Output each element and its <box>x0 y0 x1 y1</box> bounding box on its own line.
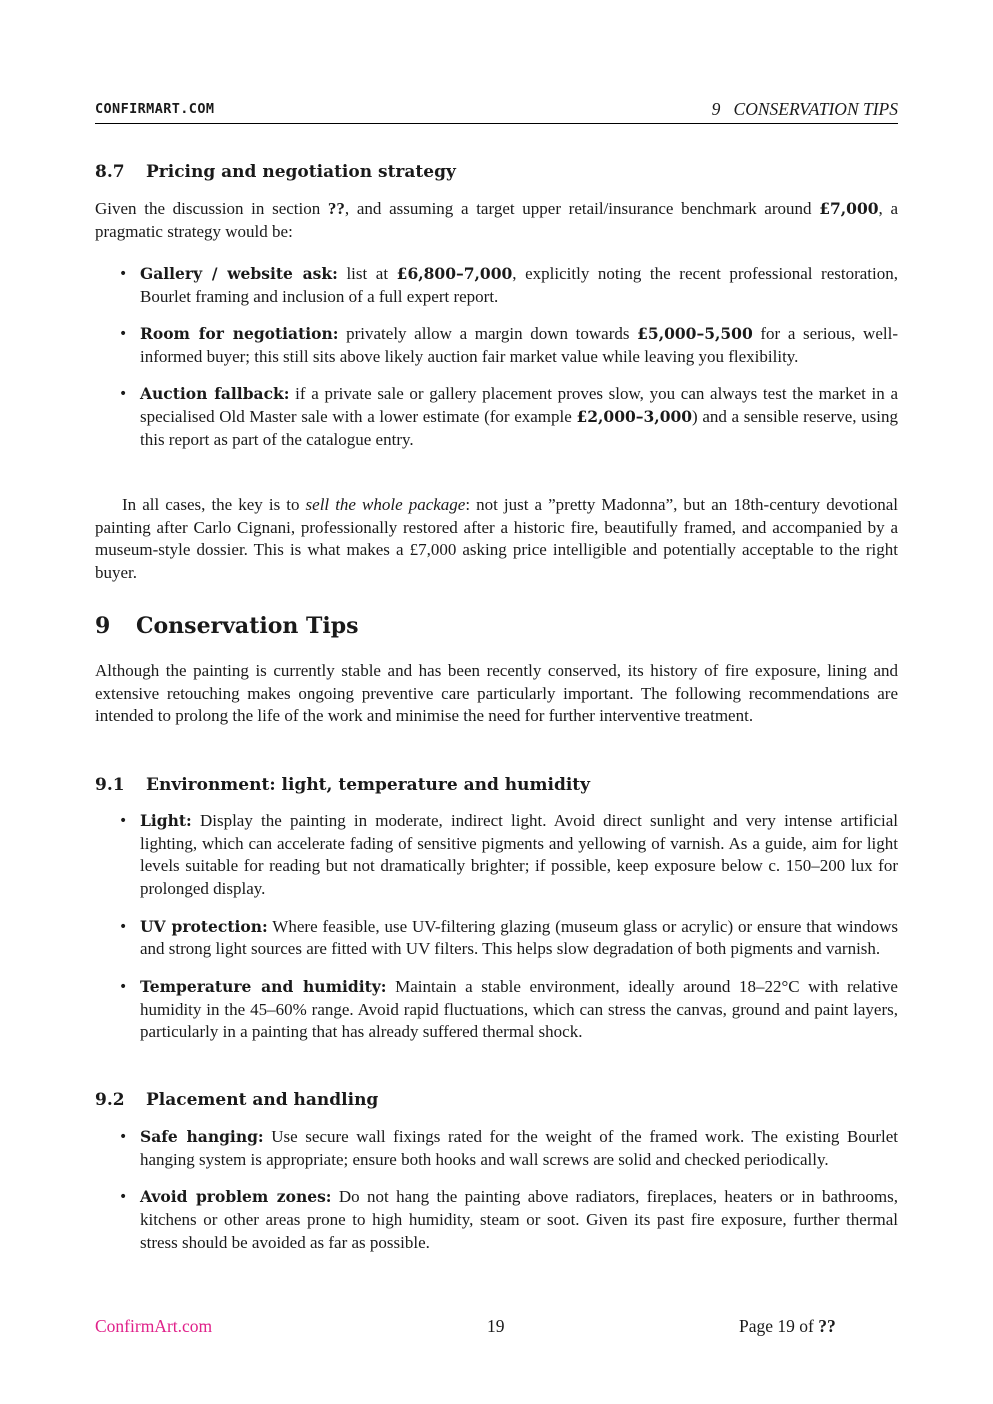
list-item: • Avoid problem zones: Do not hang the painting above radiators, fireplaces, heaters or in bathrooms, kitchens or other areas prone to high humidity, steam or soot. Given its past fire exposure, further thermal stress should be avoided as far as possible. <box>119 1187 899 1252</box>
header-section-mark: 9 CONSERVATION TIPS <box>711 99 898 119</box>
list-item: • Auction fallback: if a private sale or gallery placement proves slow, you can always test the market in a specialised Old Master sale with a lower estimate (for example £2,000–3,000) and a sensible reserve, using this report as part of the catalogue entry. <box>119 384 898 449</box>
subsection-title: Pricing and negotiation strategy <box>146 162 456 182</box>
pricing-intro-paragraph: Given the discussion in section ??, and assuming a target upper retail/insurance benchmark around £7,000, a pragmatic strategy would be: <box>95 199 899 241</box>
bullet-icon: • <box>119 813 128 829</box>
item-lead: Light: <box>140 811 192 830</box>
emphasis: sell the whole package <box>305 495 466 514</box>
list-item: • Light: Display the painting in moderate, indirect light. Avoid direct sunlight and very intense artificial lighting, which can accelerate fading of sensitive pigments and yellowing of varnish. As a guide, aim for light levels suitable for reading but not dramatically brighter; if possible, keep exposure below c. 150–200 lux for prolonged display. <box>119 811 898 899</box>
list-item: • UV protection: Where feasible, use UV-filtering glazing (museum glass or acrylic) or ensure that windows and strong light sources are fitted with UV filters. This helps slow degradation of both pigments and varnish. <box>119 916 898 959</box>
subsection-title: Environment: light, temperature and humidity <box>146 775 591 795</box>
bullet-icon: • <box>119 918 128 935</box>
pricing-strategy-list <box>95 263 898 466</box>
subsection-title: Placement and handling <box>146 1090 379 1110</box>
item-lead: UV protection: <box>140 916 268 936</box>
list-item: • Safe hanging: Use secure wall fixings rated for the weight of the framed work. The existing Bourlet hanging system is appropriate; ensure both hooks and wall screws are solid and checked periodically. <box>119 1127 898 1169</box>
running-header <box>95 97 898 124</box>
item-lead: Auction fallback: <box>140 384 290 404</box>
pricing-intro-block <box>95 198 898 243</box>
bullet-icon: • <box>119 1129 128 1145</box>
item-lead: Avoid problem zones: <box>140 1187 332 1207</box>
footer-page-of: Page 19 of ?? <box>739 1316 836 1336</box>
bullet-icon: • <box>119 266 128 282</box>
subsection-number: 9.1 <box>95 775 125 795</box>
price-amount: £2,000–3,000 <box>576 407 693 427</box>
confirmart-logo: CONFIRMART.COM <box>95 101 215 117</box>
section-number: 9 <box>95 613 111 639</box>
section-reference[interactable]: ?? <box>327 199 345 218</box>
subsection-heading-9-1 <box>95 775 590 795</box>
footer-page-number: 19 <box>487 1316 505 1336</box>
item-lead: Room for negotiation: <box>140 324 339 344</box>
page-count-reference: ?? <box>818 1316 836 1336</box>
price-amount: £6,800–7,000 <box>396 264 513 283</box>
environment-list <box>95 810 898 1059</box>
bullet-icon: • <box>119 1189 128 1206</box>
subsection-heading-9-2 <box>95 1090 378 1110</box>
footer-link[interactable]: ConfirmArt.com <box>95 1316 213 1336</box>
benchmark-amount: £7,000 <box>819 199 879 218</box>
price-amount: £5,000–5,500 <box>637 324 753 344</box>
item-lead: Temperature and humidity: <box>140 976 387 996</box>
bullet-icon: • <box>119 978 128 995</box>
list-item: • Room for negotiation: privately allow a margin down towards £5,000–5,500 for a serious, well-informed buyer; this still sits above likely auction fair market value while leaving you flexibility. <box>119 324 898 366</box>
page-footer <box>95 1316 898 1340</box>
conservation-intro-block <box>95 660 898 728</box>
subsection-number: 8.7 <box>95 162 125 182</box>
item-lead: Gallery / website ask: <box>140 264 338 283</box>
subsection-number: 9.2 <box>95 1090 125 1110</box>
pricing-closing-paragraph: In all cases, the key is to sell the whole package: not just a ”pretty Madonna”, but an 18th-century devotional painting after Carlo Cignani, professionally restored after a historic fire, beautifully framed, and accompanied by a museum-style dossier. This is what makes a £7,000 asking price intelligible and potentially acceptable to the right buyer. <box>95 495 898 583</box>
section-title: Conservation Tips <box>136 613 359 639</box>
document-page <box>95 0 898 1404</box>
list-item: • Temperature and humidity: Maintain a stable environment, ideally around 18–22°C with relative humidity in the 45–60% range. Avoid rapid fluctuations, which can stress the canvas, ground and paint layers, particularly in a painting that has already suffered thermal shock. <box>119 976 898 1042</box>
item-lead: Safe hanging: <box>140 1127 264 1146</box>
placement-list <box>95 1126 898 1269</box>
subsection-heading-8-7 <box>95 162 456 182</box>
bullet-icon: • <box>119 386 128 403</box>
conservation-intro-paragraph: Although the painting is currently stable and has been recently conserved, its history of fire exposure, lining and extensive retouching makes ongoing preventive care particularly important. The following recommendations are intended to prolong the life of the work and minimise the need for further interventive treatment. <box>95 661 898 726</box>
pricing-closing-block <box>95 494 898 585</box>
list-item: • Gallery / website ask: list at £6,800–7,000, explicitly noting the recent professional restoration, Bourlet framing and inclusion of a full expert report. <box>119 264 899 306</box>
section-heading-9 <box>95 613 359 639</box>
bullet-icon: • <box>119 326 128 343</box>
